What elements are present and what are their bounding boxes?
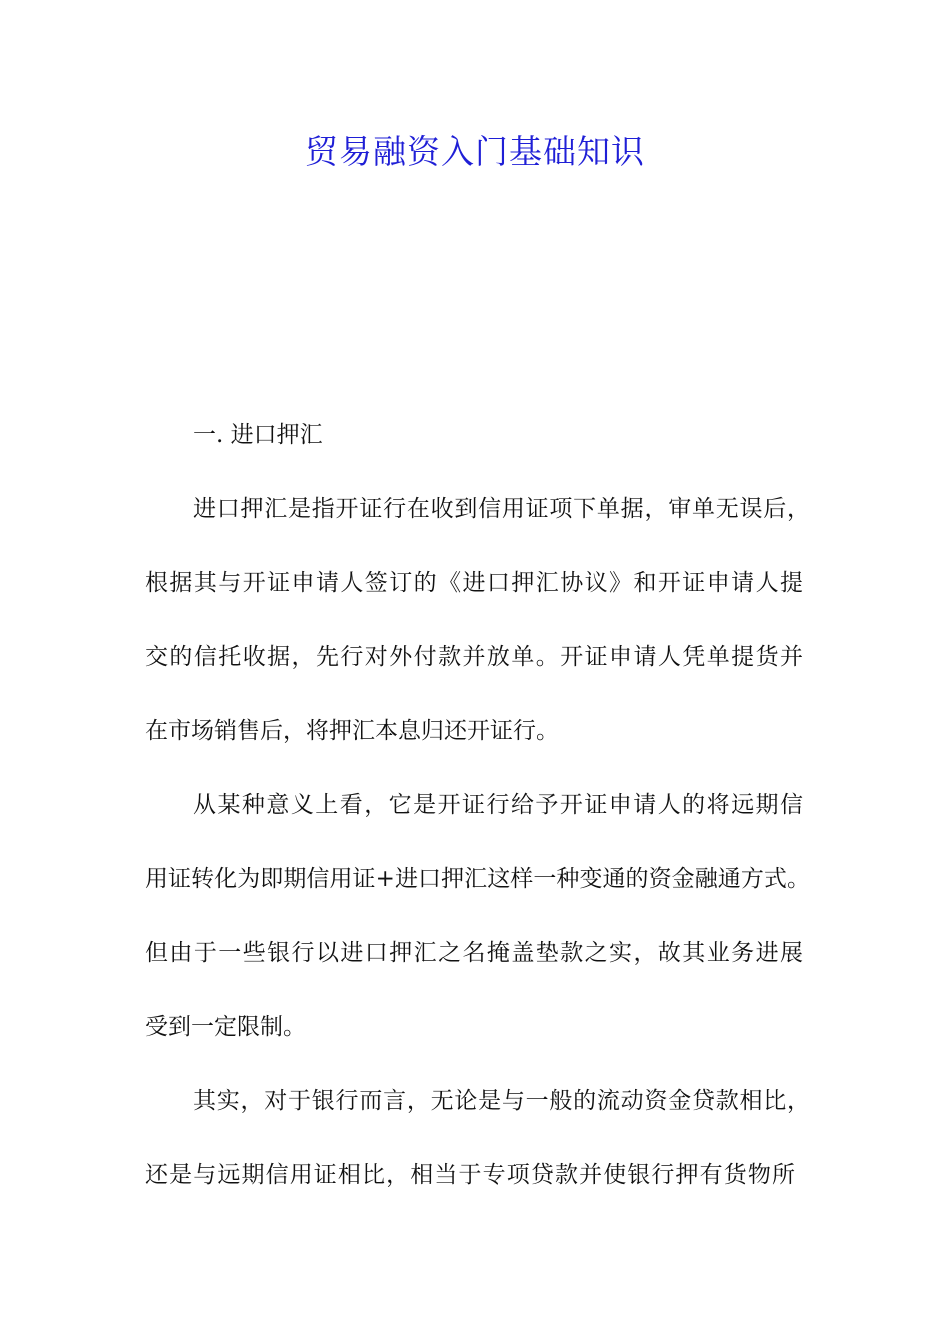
section-heading: 一. 进口押汇 [193, 422, 323, 448]
paragraph-line: 受到一定限制。 [145, 1014, 306, 1040]
paragraph-line: 在市场销售后，将押汇本息归还开证行。 [145, 718, 559, 744]
paragraph-line: 但由于一些银行以进口押汇之名掩盖垫款之实，故其业务进展 [145, 940, 803, 966]
paragraph-line: 还是与远期信用证相比，相当于专项贷款并使银行押有货物所 [145, 1162, 795, 1188]
paragraph-line: 用证转化为即期信用证+进口押汇这样一种变通的资金融通方式。 [145, 866, 810, 892]
paragraph-line: 根据其与开证申请人签订的《进口押汇协议》和开证申请人提 [145, 570, 803, 596]
paragraph-line: 从某种意义上看，它是开证行给予开证申请人的将远期信 [193, 792, 803, 818]
paragraph-line: 交的信托收据，先行对外付款并放单。开证申请人凭单提货并 [145, 644, 803, 670]
document-title: 贸易融资入门基础知识 [305, 132, 645, 171]
paragraph-line: 其实，对于银行而言，无论是与一般的流动资金贷款相比， [193, 1088, 810, 1114]
paragraph-line: 进口押汇是指开证行在收到信用证项下单据，审单无误后， [193, 496, 810, 522]
